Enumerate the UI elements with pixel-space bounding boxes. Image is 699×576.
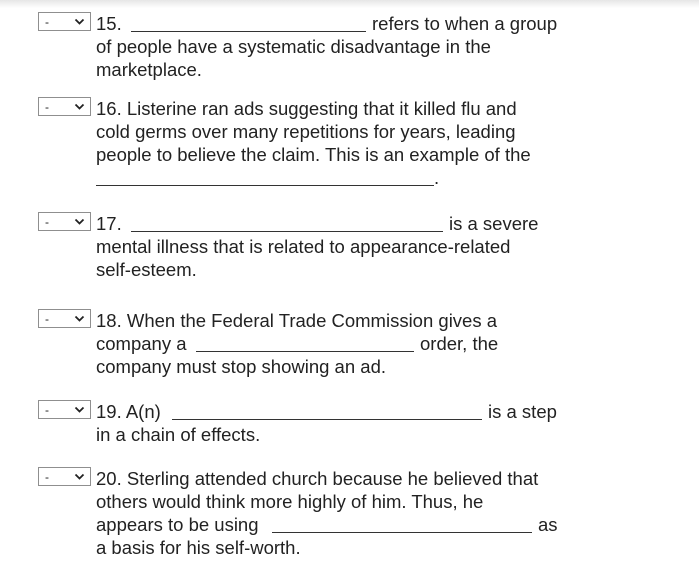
top-shadow bbox=[0, 0, 699, 8]
question-text: 18. When the Federal Trade Commission gives a bbox=[96, 310, 498, 331]
answer-blank bbox=[131, 31, 366, 32]
question-text: 16. Listerine ran ads suggesting that it killed flu and bbox=[96, 98, 517, 119]
dropdown-value: - bbox=[45, 100, 49, 114]
answer-blank bbox=[272, 532, 532, 533]
dropdown-value: - bbox=[45, 312, 49, 326]
answer-dropdown-18[interactable] bbox=[38, 309, 91, 328]
question-text: appears to be using bbox=[96, 514, 259, 535]
question-text: self-esteem. bbox=[96, 259, 197, 280]
question-text: people to believe the claim. This is an example of the bbox=[96, 144, 531, 165]
dropdown-value: - bbox=[45, 15, 49, 29]
answer-blank bbox=[172, 419, 482, 420]
answer-blank bbox=[96, 185, 434, 186]
answer-dropdown-16[interactable] bbox=[38, 97, 91, 116]
answer-blank bbox=[196, 351, 414, 352]
question-text: mental illness that is related to appearance-related bbox=[96, 236, 511, 257]
dropdown-value: - bbox=[45, 470, 49, 484]
question-text: in a chain of effects. bbox=[96, 424, 261, 445]
dropdown-value: - bbox=[45, 215, 49, 229]
chevron-down-icon bbox=[74, 471, 85, 482]
question-text: marketplace. bbox=[96, 59, 202, 80]
question-number: 15. bbox=[96, 13, 122, 34]
answer-dropdown-15[interactable] bbox=[38, 12, 91, 31]
chevron-down-icon bbox=[74, 16, 85, 27]
answer-dropdown-20[interactable] bbox=[38, 467, 91, 486]
question-number: 17. bbox=[96, 213, 122, 234]
question-text: of people have a systematic disadvantage in the bbox=[96, 36, 491, 57]
question-text: 19. A(n) bbox=[96, 401, 161, 422]
question-text: others would think more highly of him. Thus, he bbox=[96, 491, 484, 512]
question-text: company must stop showing an ad. bbox=[96, 356, 386, 377]
question-text: a basis for his self-worth. bbox=[96, 537, 301, 558]
question-text: as bbox=[538, 514, 558, 535]
question-text: order, the bbox=[420, 333, 499, 354]
question-text: is a step bbox=[488, 401, 557, 422]
question-text: 20. Sterling attended church because he believed that bbox=[96, 468, 539, 489]
question-text: is a severe bbox=[449, 213, 539, 234]
question-text: cold germs over many repetitions for years, leading bbox=[96, 121, 516, 142]
chevron-down-icon bbox=[74, 101, 85, 112]
chevron-down-icon bbox=[74, 313, 85, 324]
question-text: company a bbox=[96, 333, 187, 354]
chevron-down-icon bbox=[74, 216, 85, 227]
question-text: refers to when a group bbox=[372, 13, 558, 34]
question-text: . bbox=[434, 167, 440, 188]
answer-blank bbox=[131, 231, 443, 232]
answer-dropdown-17[interactable] bbox=[38, 212, 91, 231]
dropdown-value: - bbox=[45, 403, 49, 417]
chevron-down-icon bbox=[74, 404, 85, 415]
answer-dropdown-19[interactable] bbox=[38, 400, 91, 419]
